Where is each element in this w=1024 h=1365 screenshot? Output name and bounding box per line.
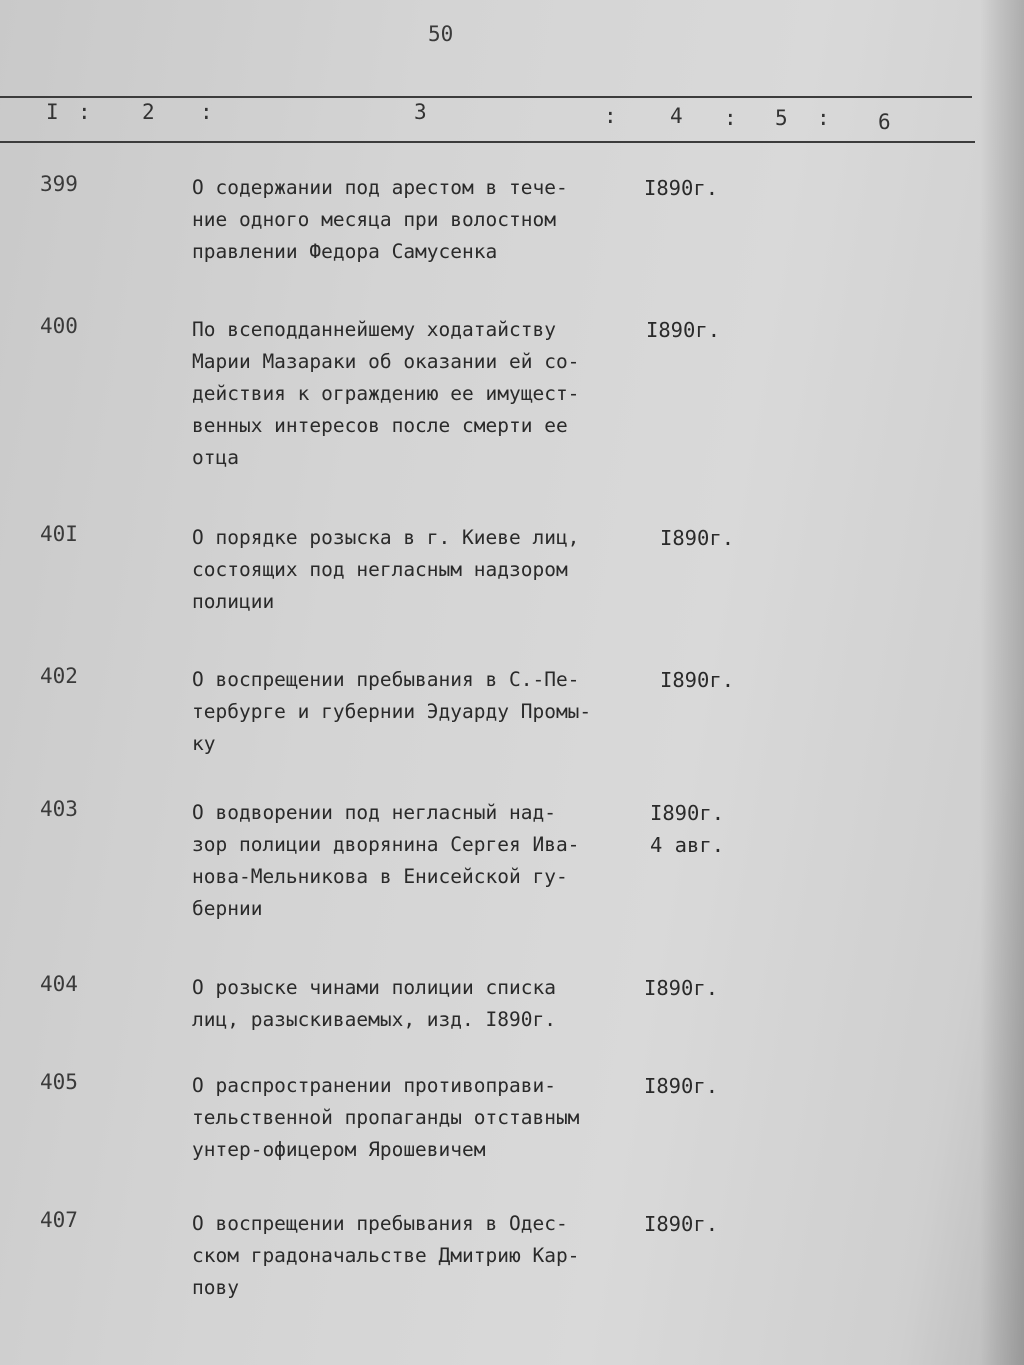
entry-number: 407 (40, 1208, 78, 1232)
entry-description: О содержании под арестом в тече- ние одного месяца при волостном правлении Федора Самусенка (192, 176, 568, 263)
entry-description: О воспрещении пребывания в С.-Пе- тербурге и губернии Эдуарду Промы- ку (192, 668, 592, 755)
entry-number: 399 (40, 172, 78, 196)
entry-description: О распространении противоправи- тельственной пропаганды отставным унтер-офицером Ярошевичем (192, 1074, 580, 1161)
entry-date: I890г. (644, 176, 719, 200)
column-header-3: 3 (414, 100, 427, 124)
entry-date: I890г. (660, 526, 735, 550)
entry-number: 404 (40, 972, 78, 996)
entry-date: I890г. (660, 668, 735, 692)
entry-date: I890г. (646, 318, 721, 342)
entry-number: 405 (40, 1070, 78, 1094)
page-number: 50 (428, 22, 454, 46)
column-separator: : (200, 100, 213, 124)
entry-description: По всеподданнейшему ходатайству Марии Мазараки об оказании ей со- действия к ограждению ее имущест- венных интересов после смерти ее отца (192, 318, 580, 469)
entry-number: 403 (40, 797, 78, 821)
column-header-5: 5 (775, 106, 788, 130)
header-bottom-rule (0, 141, 975, 143)
column-separator: : (724, 106, 737, 130)
entry-description: О порядке розыска в г. Киеве лиц, состоящих под негласным надзором полиции (192, 526, 580, 613)
column-header-6: 6 (878, 110, 891, 134)
column-header-4: 4 (670, 104, 683, 128)
entry-description: О розыске чинами полиции списка лиц, разыскиваемых, изд. I890г. (192, 976, 556, 1031)
column-separator: : (604, 104, 617, 128)
column-header-2: 2 (142, 100, 155, 124)
entry-date: I890г. (644, 1212, 719, 1236)
entry-description: О воспрещении пребывания в Одес- ском градоначальстве Дмитрию Кар- пову (192, 1212, 580, 1299)
entry-number: 402 (40, 664, 78, 688)
column-separator: : (78, 100, 91, 124)
entry-number: 400 (40, 314, 78, 338)
column-separator: : (817, 106, 830, 130)
column-header-1: I (46, 100, 59, 124)
entry-date: I890г. (644, 976, 719, 1000)
page-edge-shadow (980, 0, 1024, 1365)
entry-date: I890г. 4 авг. (650, 801, 725, 857)
entry-number: 40I (40, 522, 78, 546)
entry-description: О водворении под негласный над- зор полиции дворянина Сергея Ива- нова-Мельникова в Енисейской гу- бернии (192, 801, 580, 920)
header-top-rule (0, 96, 972, 98)
entry-date: I890г. (644, 1074, 719, 1098)
